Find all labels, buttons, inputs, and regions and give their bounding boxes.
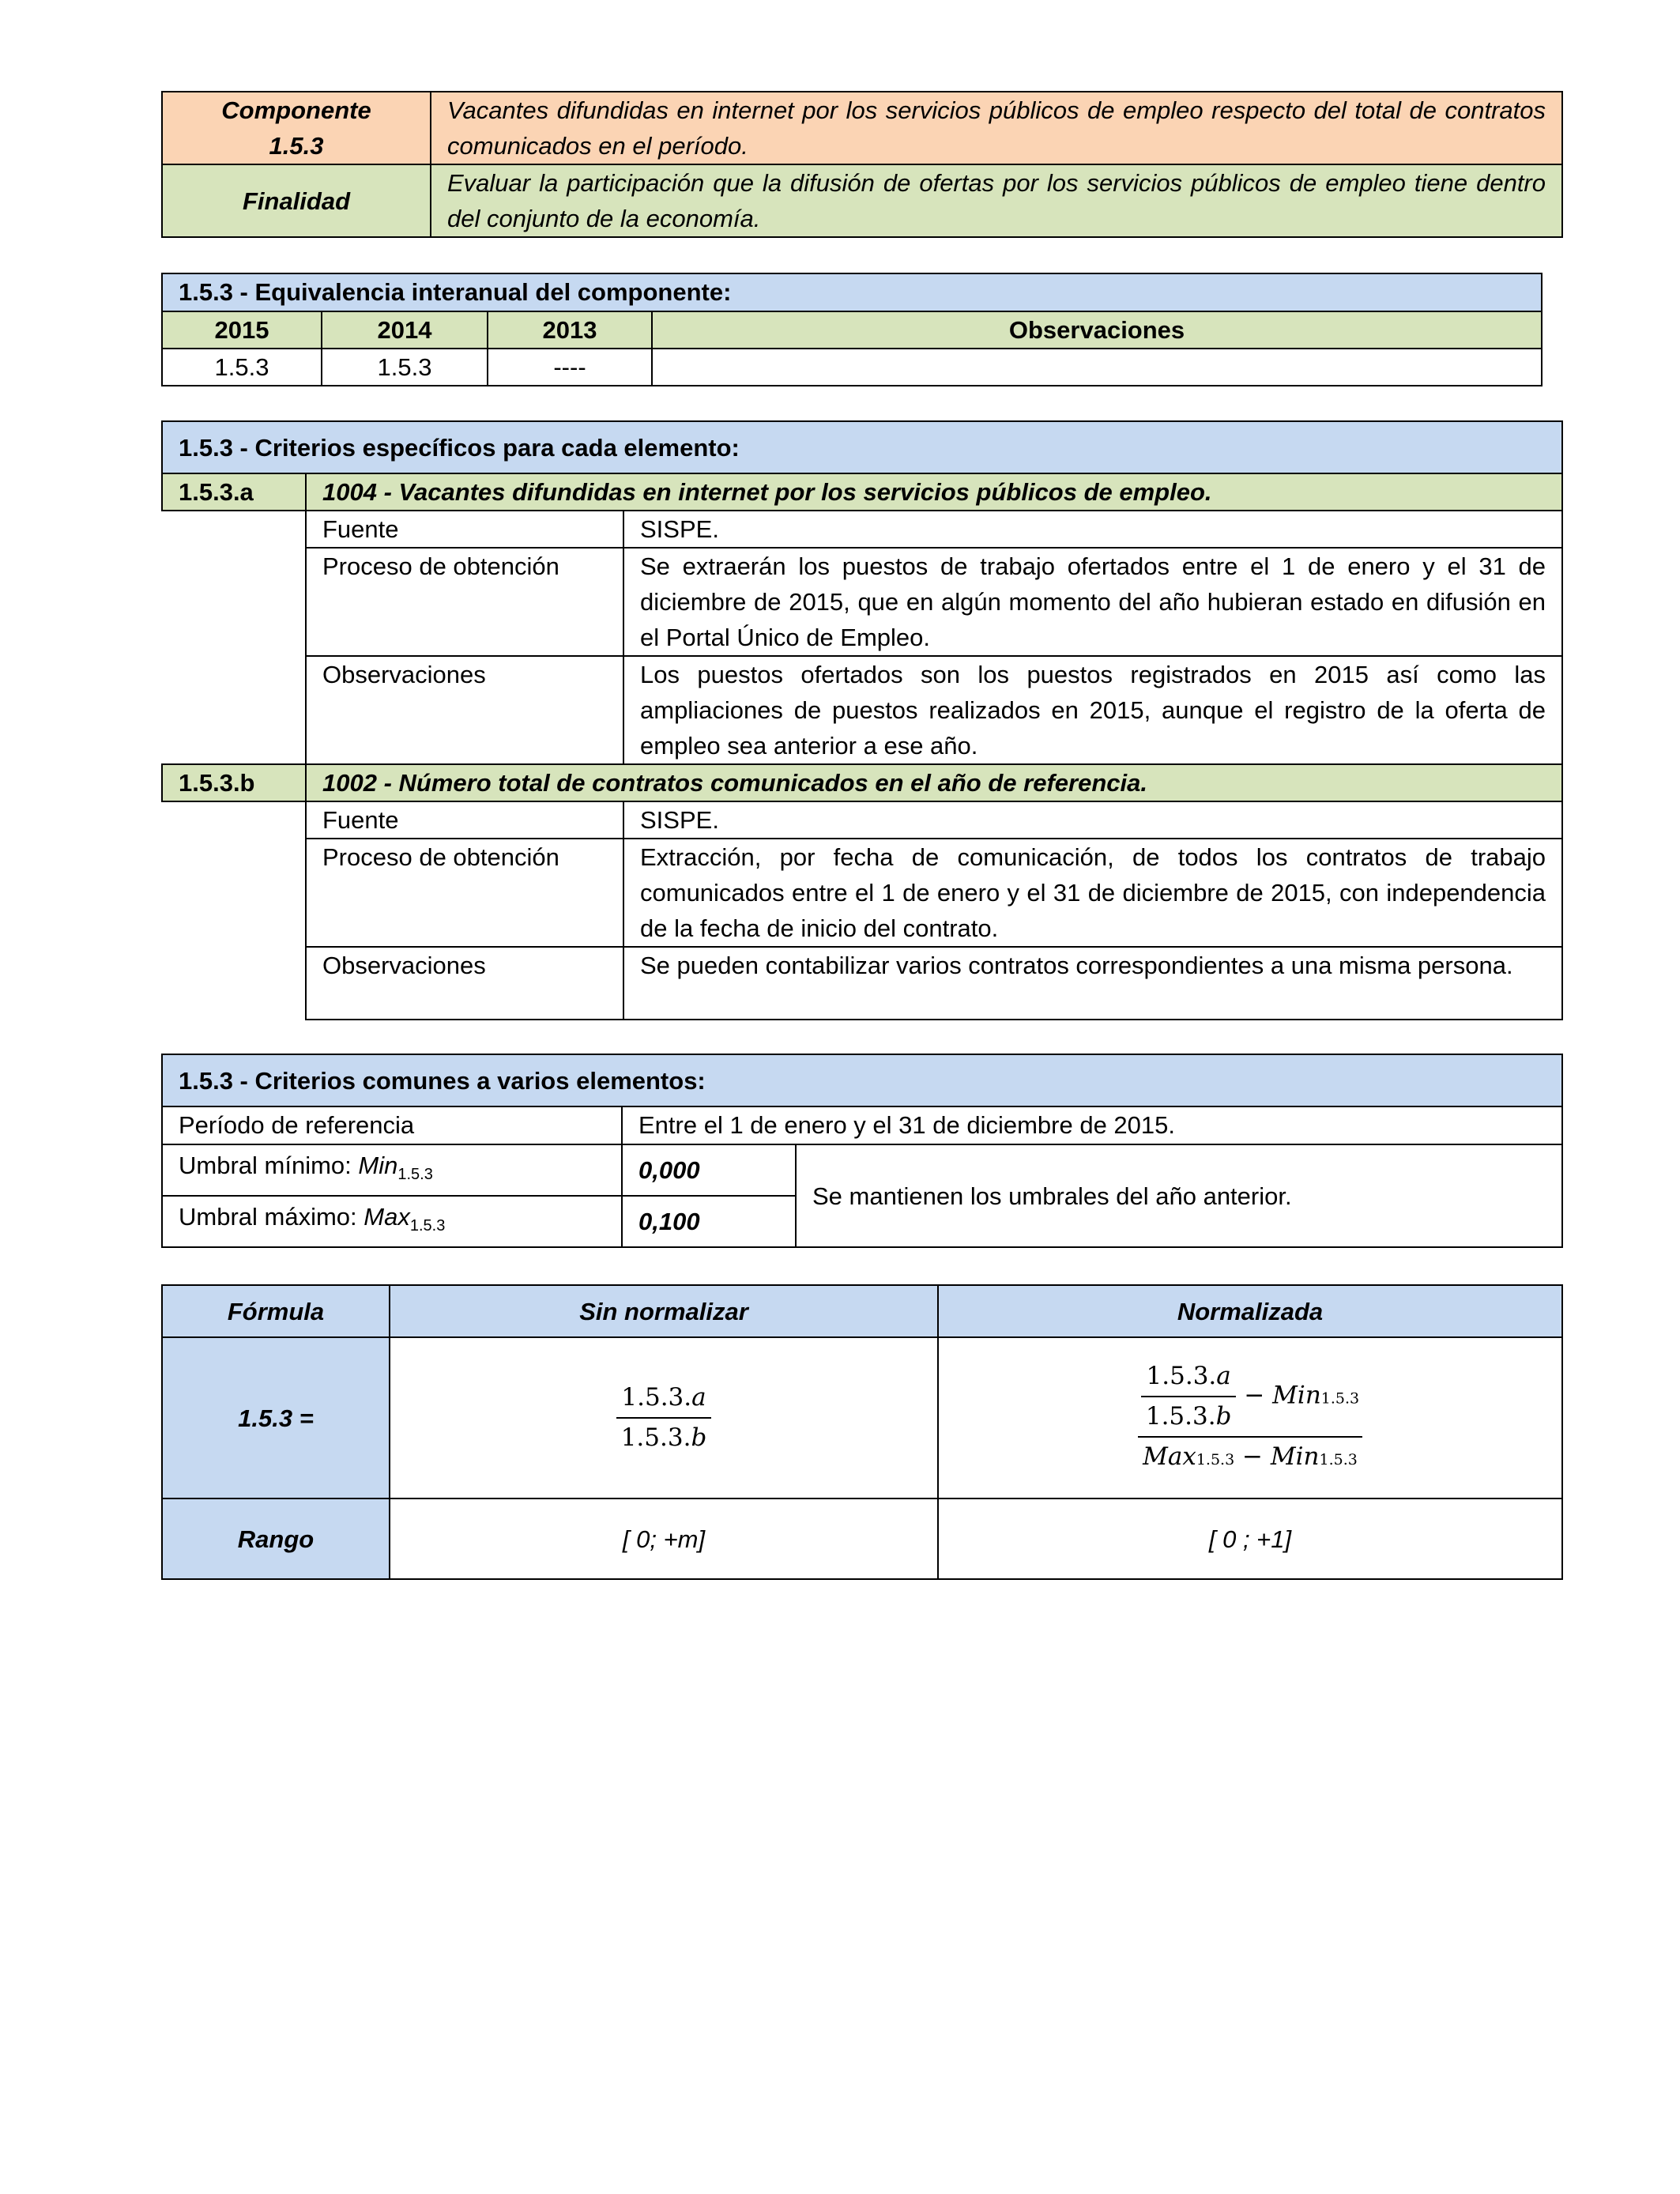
formula-norm-min-1-sub: 1.5.3 — [1320, 1389, 1360, 1407]
rango-label: Rango — [162, 1498, 390, 1579]
equivalencia-title: 1.5.3 - Equivalencia interanual del componente: — [162, 273, 1542, 311]
formula-norm-minus-1: − — [1244, 1381, 1265, 1409]
equivalencia-table — [161, 273, 1543, 386]
formula-sin-num-var: a — [691, 1383, 706, 1412]
component-header-table — [161, 91, 1563, 238]
element-a-title: 1004 - Vacantes difundidas en internet por los servicios públicos de empleo. — [306, 473, 1562, 511]
equivalencia-cell-2015: 1.5.3 — [162, 349, 322, 386]
formula-norm-min-2: Min — [1270, 1442, 1320, 1471]
finalidad-label: Finalidad — [162, 164, 431, 237]
formula-table — [161, 1284, 1563, 1580]
equivalencia-cell-observaciones — [652, 349, 1542, 386]
componente-label-cell — [162, 92, 431, 164]
umbral-min-value: 0,000 — [622, 1144, 796, 1196]
formula-norm-max-sub: 1.5.3 — [1196, 1450, 1235, 1468]
formula-sin-den — [616, 1417, 712, 1456]
umbral-note: Se mantienen los umbrales del año anterior. — [796, 1144, 1562, 1247]
formula-norm-inner-num-var: a — [1216, 1361, 1231, 1390]
formula-norm-denominator — [1138, 1436, 1362, 1478]
formula-norm-inner-num-code: 1.5.3. — [1146, 1361, 1217, 1390]
umbral-min-label — [162, 1144, 622, 1196]
formula-norm-max: Max — [1143, 1442, 1196, 1471]
element-b-code: 1.5.3.b — [162, 764, 306, 801]
formula-norm-inner-fraction — [1141, 1359, 1237, 1434]
element-a-proceso: Se extraerán los puestos de trabajo ofertados entre el 1 de enero y el 31 de diciembre de 2015, que en algún momento del año hubieran estado en difusión en el Portal Único de Empleo. — [623, 548, 1562, 656]
element-b-obs-label: Observaciones — [306, 947, 623, 1020]
umbral-max-sub: 1.5.3 — [409, 1217, 446, 1235]
formula-norm-min-1: Min — [1272, 1381, 1321, 1409]
formula-norm-inner-num — [1142, 1359, 1236, 1396]
umbral-max-label — [162, 1196, 622, 1247]
formula-sin-fraction — [616, 1380, 712, 1456]
equivalencia-col-2015: 2015 — [162, 311, 322, 349]
element-b-fuente-label: Fuente — [306, 801, 623, 839]
element-a-code: 1.5.3.a — [162, 473, 306, 511]
equivalencia-col-observaciones: Observaciones — [652, 311, 1542, 349]
element-b-obs: Se pueden contabilizar varios contratos correspondientes a una misma persona. — [623, 947, 1562, 1020]
periodo-label: Período de referencia — [162, 1106, 622, 1144]
element-b-proceso-label: Proceso de obtención — [306, 839, 623, 947]
componente-label: Componente — [221, 96, 371, 124]
element-b-spacer — [162, 801, 306, 1020]
equivalencia-col-2013: 2013 — [488, 311, 652, 349]
formula-norm-minus-2: − — [1242, 1442, 1264, 1471]
formula-norm-inner-den — [1141, 1396, 1237, 1434]
periodo-value: Entre el 1 de enero y el 31 de diciembre de 2015. — [622, 1106, 1562, 1144]
formula-row-label: 1.5.3 = — [162, 1337, 390, 1498]
comunes-table — [161, 1054, 1563, 1248]
umbral-min-symbol: Min — [358, 1151, 398, 1179]
formula-sin-den-code: 1.5.3. — [620, 1423, 691, 1452]
element-a-proceso-label: Proceso de obtención — [306, 548, 623, 656]
formula-sin-num — [616, 1380, 710, 1417]
formula-norm-inner-den-var: b — [1215, 1401, 1232, 1431]
element-b-proceso: Extracción, por fecha de comunicación, de todos los contratos de trabajo comunicados entre el 1 de enero y el 31 de diciembre de 2015, con independencia de la fecha de inicio del contrato. — [623, 839, 1562, 947]
umbral-max-value: 0,100 — [622, 1196, 796, 1247]
formula-col-sin: Sin normalizar — [390, 1285, 938, 1337]
rango-sin: [ 0; +m] — [390, 1498, 938, 1579]
formula-col-formula: Fórmula — [162, 1285, 390, 1337]
finalidad-text: Evaluar la participación que la difusión de ofertas por los servicios públicos de empleo tiene dentro del conjunto de la economía. — [431, 164, 1562, 237]
element-a-spacer — [162, 511, 306, 764]
element-a-obs-label: Observaciones — [306, 656, 623, 764]
umbral-max-text: Umbral máximo: — [179, 1202, 364, 1231]
equivalencia-cell-2014: 1.5.3 — [322, 349, 488, 386]
formula-sin-num-code: 1.5.3. — [621, 1383, 692, 1412]
formula-sin-den-var: b — [691, 1423, 707, 1452]
componente-code: 1.5.3 — [269, 132, 324, 160]
element-a-fuente-label: Fuente — [306, 511, 623, 548]
formula-norm-cell — [938, 1337, 1562, 1498]
element-a-obs: Los puestos ofertados son los puestos registrados en 2015 así como las ampliaciones de puestos realizados en 2015, aunque el registro de la oferta de empleo sea anterior a ese año. — [623, 656, 1562, 764]
umbral-min-sub: 1.5.3 — [397, 1166, 433, 1184]
equivalencia-cell-2013: ---- — [488, 349, 652, 386]
componente-text: Vacantes difundidas en internet por los servicios públicos de empleo respecto del total de contratos comunicados en el período. — [431, 92, 1562, 164]
formula-norm-inner-den-code: 1.5.3. — [1145, 1401, 1216, 1431]
comunes-title: 1.5.3 - Criterios comunes a varios elementos: — [162, 1054, 1562, 1106]
rango-norm: [ 0 ; +1] — [938, 1498, 1562, 1579]
criterios-table — [161, 420, 1563, 1020]
formula-norm-fraction — [1136, 1359, 1364, 1478]
equivalencia-col-2014: 2014 — [322, 311, 488, 349]
criterios-title: 1.5.3 - Criterios específicos para cada elemento: — [162, 421, 1562, 473]
formula-col-norm: Normalizada — [938, 1285, 1562, 1337]
formula-norm-min-2-sub: 1.5.3 — [1319, 1450, 1358, 1468]
formula-norm-numerator — [1136, 1359, 1364, 1436]
element-b-title: 1002 - Número total de contratos comunicados en el año de referencia. — [306, 764, 1562, 801]
umbral-min-text: Umbral mínimo: — [179, 1151, 359, 1179]
formula-sin-cell — [390, 1337, 938, 1498]
element-a-fuente: SISPE. — [623, 511, 1562, 548]
umbral-max-symbol: Max — [363, 1202, 410, 1231]
element-b-fuente: SISPE. — [623, 801, 1562, 839]
